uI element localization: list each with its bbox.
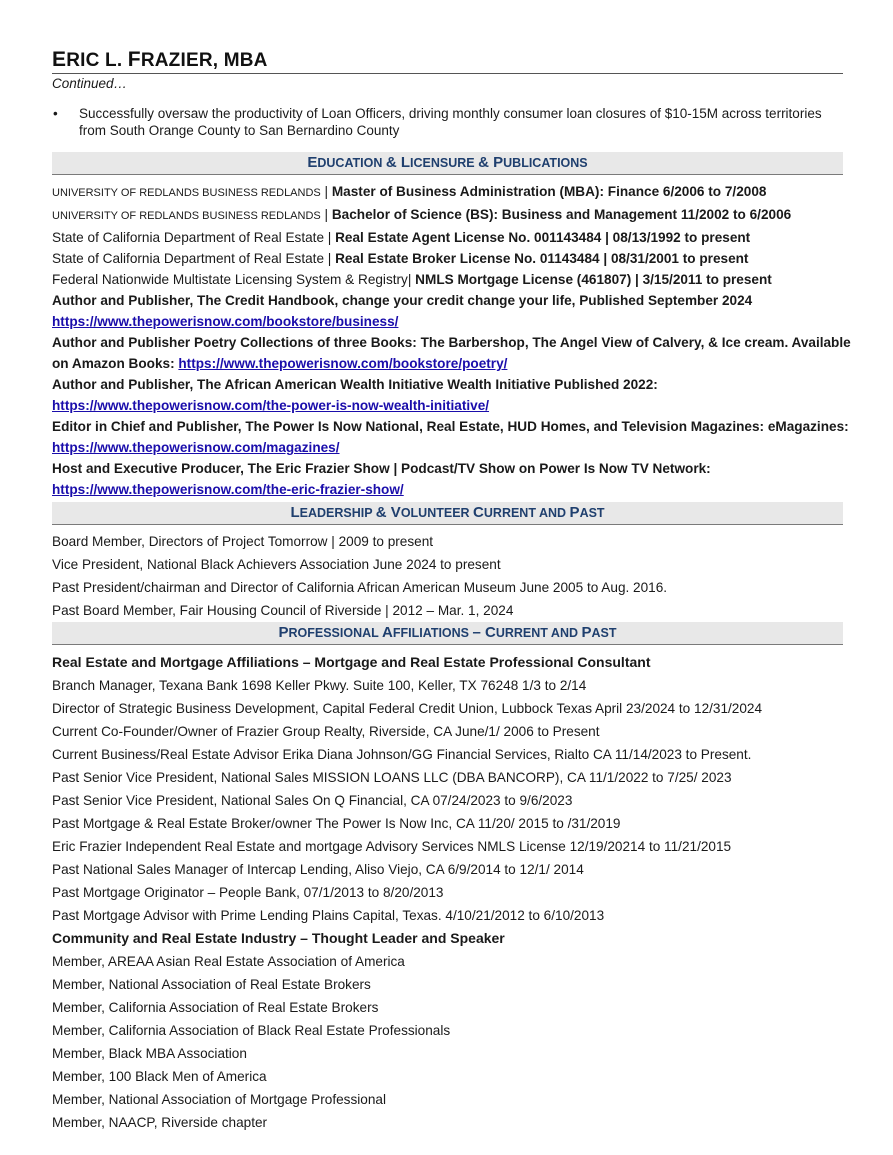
publication-item: Author and Publisher, The African American Wealth Initiative Wealth Initiative Published 2022: xyxy=(52,377,658,392)
list-item: Past National Sales Manager of Intercap Lending, Aliso Viejo, CA 6/9/2014 to 12/1/ 2014 xyxy=(52,862,584,877)
list-item: Vice President, National Black Achievers Association June 2024 to present xyxy=(52,557,501,572)
bookstore-business-link[interactable]: https://www.thepowerisnow.com/bookstore/business/ xyxy=(52,314,399,329)
affiliations-section-heading: PROFESSIONAL AFFILIATIONS – CURRENT AND PAST xyxy=(52,622,843,645)
leadership-section-heading: LEADERSHIP & VOLUNTEER CURRENT AND PAST xyxy=(52,502,843,525)
list-item: Member, 100 Black Men of America xyxy=(52,1069,267,1084)
list-item: Past President/chairman and Director of California African American Museum June 2005 to Aug. 2016. xyxy=(52,580,668,595)
list-item: Director of Strategic Business Development, Capital Federal Credit Union, Lubbock Texas April 23/2024 to 12/31/2024 xyxy=(52,701,763,716)
list-item: Past Mortgage Originator – People Bank, 07/1/2013 to 8/20/2013 xyxy=(52,885,444,900)
education-item: UNIVERSITY OF REDLANDS BUSINESS REDLANDS | Master of Business Administration (MBA): Finance 6/2006 to 7/2008 xyxy=(52,184,767,199)
list-item: Member, National Association of Real Estate Brokers xyxy=(52,977,371,992)
publication-item: Editor in Chief and Publisher, The Power Is Now National, Real Estate, HUD Homes, and Television Magazines: eMagazines: xyxy=(52,419,849,434)
list-item: Past Mortgage & Real Estate Broker/owner The Power Is Now Inc, CA 11/20/ 2015 to /31/2019 xyxy=(52,816,621,831)
bookstore-poetry-link[interactable]: https://www.thepowerisnow.com/bookstore/poetry/ xyxy=(178,356,508,371)
bullet-icon: • xyxy=(53,106,58,121)
community-subheading: Community and Real Estate Industry – Thought Leader and Speaker xyxy=(52,930,505,946)
wealth-initiative-link[interactable]: https://www.thepowerisnow.com/the-power-is-now-wealth-initiative/ xyxy=(52,398,490,413)
header-rule xyxy=(52,73,843,74)
publication-item-cont: on Amazon Books: xyxy=(52,356,179,371)
list-item: Member, AREAA Asian Real Estate Association of America xyxy=(52,954,405,969)
education-section-heading: EDUCATION & LICENSURE & PUBLICATIONS xyxy=(52,152,843,175)
intro-bullet xyxy=(52,106,824,139)
list-item: Current Co-Founder/Owner of Frazier Group Realty, Riverside, CA June/1/ 2006 to Present xyxy=(52,724,600,739)
list-item: Member, Black MBA Association xyxy=(52,1046,247,1061)
list-item: Branch Manager, Texana Bank 1698 Keller Pkwy. Suite 100, Keller, TX 76248 1/3 to 2/14 xyxy=(52,678,587,693)
leadership-list xyxy=(52,530,843,622)
continued-label: Continued… xyxy=(52,76,128,91)
page-title: ERIC L. FRAZIER, MBA xyxy=(52,48,268,71)
resume-page xyxy=(52,48,851,1134)
affiliations-subheading: Real Estate and Mortgage Affiliations – Mortgage and Real Estate Professional Consultant xyxy=(52,654,651,670)
list-item: Past Senior Vice President, National Sales MISSION LOANS LLC (DBA BANCORP), CA 11/1/2022 to 7/25/ 2023 xyxy=(52,770,732,785)
publication-item: Host and Executive Producer, The Eric Frazier Show | Podcast/TV Show on Power Is Now TV Network: xyxy=(52,461,711,476)
affiliations-list xyxy=(52,651,843,1134)
list-item: Member, NAACP, Riverside chapter xyxy=(52,1115,268,1130)
license-item: Federal Nationwide Multistate Licensing System & Registry| NMLS Mortgage License (461807) | 3/15/2011 to present xyxy=(52,272,772,287)
list-item: Member, California Association of Real Estate Brokers xyxy=(52,1000,379,1015)
list-item: Board Member, Directors of Project Tomorrow | 2009 to present xyxy=(52,534,434,549)
license-item: State of California Department of Real Estate | Real Estate Broker License No. 01143484 | 08/31/2001 to present xyxy=(52,251,749,266)
license-item: State of California Department of Real Estate | Real Estate Agent License No. 001143484 | 08/13/1992 to present xyxy=(52,230,751,245)
intro-bullet-text: Successfully oversaw the productivity of Loan Officers, driving monthly consumer loan closures of $10-15M across territories from South Orange County to San Bernardino County xyxy=(79,106,822,138)
list-item: Member, National Association of Mortgage Professional xyxy=(52,1092,386,1107)
education-list xyxy=(52,181,851,500)
eric-frazier-show-link[interactable]: https://www.thepowerisnow.com/the-eric-frazier-show/ xyxy=(52,482,404,497)
publication-item: Author and Publisher, The Credit Handbook, change your credit change your life, Published September 2024 xyxy=(52,293,753,308)
magazines-link[interactable]: https://www.thepowerisnow.com/magazines/ xyxy=(52,440,340,455)
list-item: Past Mortgage Advisor with Prime Lending Plains Capital, Texas. 4/10/21/2012 to 6/10/2013 xyxy=(52,908,605,923)
publication-item: Author and Publisher Poetry Collections of three Books: The Barbershop, The Angel View of Calvery, & Ice cream. Available xyxy=(52,335,851,350)
list-item: Eric Frazier Independent Real Estate and mortgage Advisory Services NMLS License 12/19/20214 to 11/21/2015 xyxy=(52,839,732,854)
list-item: Member, California Association of Black Real Estate Professionals xyxy=(52,1023,451,1038)
list-item: Past Board Member, Fair Housing Council of Riverside | 2012 – Mar. 1, 2024 xyxy=(52,603,514,618)
education-item: UNIVERSITY OF REDLANDS BUSINESS REDLANDS | Bachelor of Science (BS): Business and Management 11/2002 to 6/2006 xyxy=(52,207,792,222)
list-item: Past Senior Vice President, National Sales On Q Financial, CA 07/24/2023 to 9/6/2023 xyxy=(52,793,573,808)
list-item: Current Business/Real Estate Advisor Erika Diana Johnson/GG Financial Services, Rialto CA 11/14/2023 to Present. xyxy=(52,747,752,762)
